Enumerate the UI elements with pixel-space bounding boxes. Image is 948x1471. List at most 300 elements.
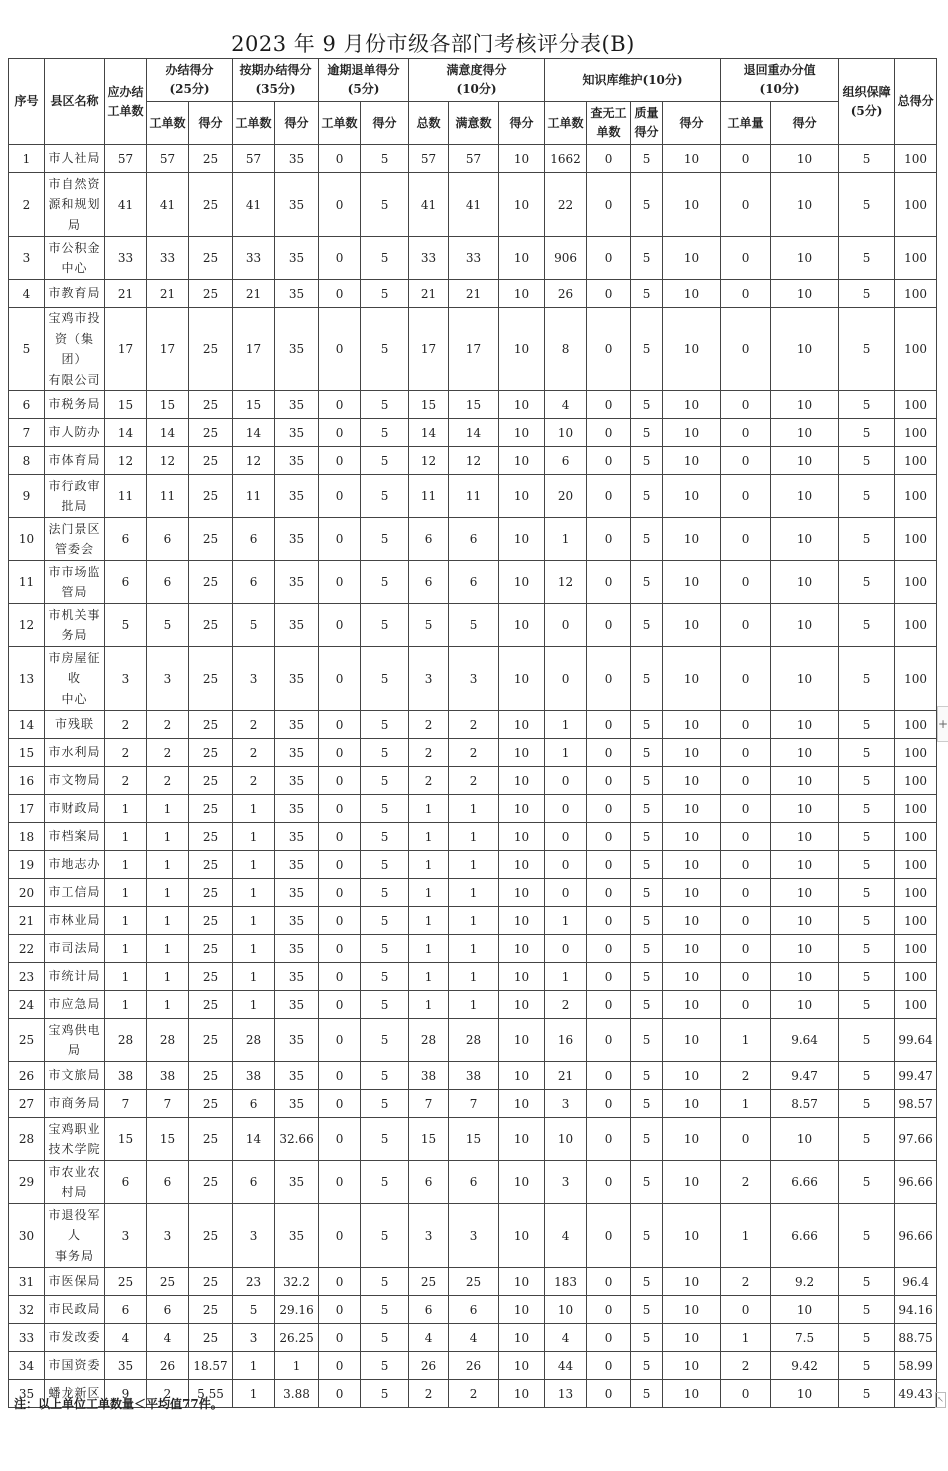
cell-sat-count: 1 [449,795,499,823]
cell-handled-score: 25 [189,739,233,767]
cell-total: 100 [895,237,937,280]
cell-ret-score: 10 [771,739,839,767]
cell-ret-count: 0 [721,391,771,419]
cell-ret-score: 10 [771,991,839,1019]
cell-ontime-score: 35 [275,991,319,1019]
cell-overdue-count: 0 [319,1324,361,1352]
cell-sat-total: 1 [409,823,449,851]
cell-handled-count: 12 [147,447,189,475]
cell-ontime-score: 35 [275,145,319,173]
table-row [9,711,937,739]
cell-ontime-score: 35 [275,935,319,963]
cell-name: 市发改委 [45,1324,105,1352]
cell-sat-count: 2 [449,1380,499,1408]
cell-name: 市退役军 人 事务局 [45,1204,105,1268]
cell-ret-count: 0 [721,280,771,308]
cell-sat-count: 38 [449,1062,499,1090]
cell-ret-count: 0 [721,145,771,173]
cell-overdue-count: 0 [319,475,361,518]
cell-kb-count: 1 [545,739,587,767]
cell-sat-count: 3 [449,1204,499,1268]
cell-org: 5 [839,823,895,851]
cell-name: 市农业农 村局 [45,1161,105,1204]
cell-handled-score: 25 [189,391,233,419]
cell-handled-score: 5.55 [189,1380,233,1408]
cell-kb-quality: 5 [631,1352,663,1380]
cell-seq: 10 [9,518,45,561]
cell-handled-count: 1 [147,963,189,991]
cell-kb-quality: 5 [631,963,663,991]
cell-org: 5 [839,1324,895,1352]
cell-ontime-count: 1 [233,795,275,823]
cell-kb-none: 0 [587,823,631,851]
cell-kb-quality: 5 [631,447,663,475]
cell-total: 88.75 [895,1324,937,1352]
resize-corner-icon[interactable]: ↖ [935,1392,946,1408]
cell-seq: 24 [9,991,45,1019]
cell-kb-count: 22 [545,173,587,237]
cell-sat-total: 6 [409,561,449,604]
cell-ret-score: 10 [771,173,839,237]
cell-seq: 14 [9,711,45,739]
cell-kb-score: 10 [663,561,721,604]
cell-sat-count: 1 [449,963,499,991]
cell-overdue-score: 5 [361,1090,409,1118]
cell-handled-score: 25 [189,795,233,823]
cell-org: 5 [839,879,895,907]
cell-ontime-score: 35 [275,173,319,237]
cell-overdue-score: 5 [361,1204,409,1268]
cell-sat-count: 1 [449,907,499,935]
cell-org: 5 [839,1118,895,1161]
cell-handled-score: 25 [189,767,233,795]
cell-overdue-count: 0 [319,647,361,711]
cell-kb-score: 10 [663,1324,721,1352]
cell-overdue-score: 5 [361,963,409,991]
cell-sat-total: 1 [409,795,449,823]
cell-handled-score: 25 [189,1161,233,1204]
cell-should: 17 [105,308,147,391]
subheader-sat-score: 得分 [499,102,545,145]
cell-should: 1 [105,879,147,907]
cell-name: 市财政局 [45,795,105,823]
cell-sat-total: 33 [409,237,449,280]
expand-button[interactable]: + [937,706,948,742]
cell-sat-total: 11 [409,475,449,518]
table-row [9,767,937,795]
cell-handled-score: 25 [189,237,233,280]
cell-org: 5 [839,280,895,308]
cell-ret-score: 10 [771,1296,839,1324]
cell-total: 100 [895,145,937,173]
cell-kb-quality: 5 [631,991,663,1019]
cell-sat-score: 10 [499,391,545,419]
cell-kb-quality: 5 [631,1019,663,1062]
table-row [9,739,937,767]
cell-overdue-count: 0 [319,1268,361,1296]
header-should: 应办结 工单数 [105,59,147,145]
cell-ret-score: 10 [771,963,839,991]
cell-kb-quality: 5 [631,419,663,447]
cell-ontime-count: 1 [233,823,275,851]
cell-kb-none: 0 [587,1090,631,1118]
cell-overdue-score: 5 [361,1380,409,1408]
cell-should: 6 [105,561,147,604]
cell-sat-count: 4 [449,1324,499,1352]
cell-kb-quality: 5 [631,391,663,419]
cell-kb-quality: 5 [631,518,663,561]
cell-handled-count: 17 [147,308,189,391]
cell-kb-none: 0 [587,237,631,280]
cell-sat-score: 10 [499,1352,545,1380]
cell-should: 1 [105,991,147,1019]
cell-sat-score: 10 [499,1118,545,1161]
cell-name: 法门景区 管委会 [45,518,105,561]
cell-sat-score: 10 [499,237,545,280]
cell-overdue-score: 5 [361,647,409,711]
table-row [9,851,937,879]
cell-handled-score: 25 [189,1268,233,1296]
cell-sat-count: 2 [449,711,499,739]
cell-total: 100 [895,935,937,963]
cell-kb-score: 10 [663,851,721,879]
cell-kb-quality: 5 [631,173,663,237]
cell-sat-total: 57 [409,145,449,173]
subheader-ontime-count: 工单数 [233,102,275,145]
cell-org: 5 [839,173,895,237]
cell-handled-score: 25 [189,711,233,739]
cell-total: 99.64 [895,1019,937,1062]
cell-total: 99.47 [895,1062,937,1090]
cell-overdue-score: 5 [361,518,409,561]
cell-total: 100 [895,711,937,739]
cell-ontime-score: 35 [275,475,319,518]
cell-total: 100 [895,173,937,237]
cell-should: 33 [105,237,147,280]
cell-ret-count: 1 [721,1324,771,1352]
cell-kb-quality: 5 [631,280,663,308]
cell-overdue-count: 0 [319,1118,361,1161]
cell-sat-total: 6 [409,1161,449,1204]
cell-seq: 7 [9,419,45,447]
cell-handled-score: 25 [189,518,233,561]
cell-handled-score: 25 [189,280,233,308]
cell-org: 5 [839,1268,895,1296]
cell-handled-score: 25 [189,823,233,851]
cell-kb-count: 4 [545,391,587,419]
cell-ret-score: 9.42 [771,1352,839,1380]
cell-kb-count: 0 [545,795,587,823]
cell-kb-score: 10 [663,879,721,907]
table-row [9,391,937,419]
cell-total: 96.66 [895,1161,937,1204]
cell-kb-none: 0 [587,991,631,1019]
cell-handled-count: 57 [147,145,189,173]
cell-name: 市体育局 [45,447,105,475]
cell-ret-count: 0 [721,447,771,475]
header-name: 县区名称 [45,59,105,145]
cell-seq: 16 [9,767,45,795]
subheader-ret-score: 得分 [771,102,839,145]
cell-seq: 23 [9,963,45,991]
cell-kb-count: 1 [545,518,587,561]
cell-kb-quality: 5 [631,604,663,647]
cell-sat-count: 15 [449,1118,499,1161]
cell-overdue-count: 0 [319,447,361,475]
cell-ret-count: 0 [721,308,771,391]
cell-total: 58.99 [895,1352,937,1380]
cell-overdue-count: 0 [319,518,361,561]
cell-sat-count: 57 [449,145,499,173]
cell-kb-count: 1 [545,963,587,991]
cell-handled-count: 26 [147,1352,189,1380]
cell-handled-count: 2 [147,1380,189,1408]
table-row [9,1118,937,1161]
cell-kb-none: 0 [587,518,631,561]
cell-kb-count: 0 [545,823,587,851]
cell-should: 2 [105,711,147,739]
cell-ret-score: 10 [771,561,839,604]
cell-overdue-score: 5 [361,1324,409,1352]
cell-ontime-score: 35 [275,447,319,475]
footnote: 注：以上单位工单数量＜平均值77件。 [14,1397,223,1411]
cell-ontime-count: 6 [233,1090,275,1118]
cell-handled-score: 25 [189,173,233,237]
cell-ontime-score: 35 [275,1090,319,1118]
cell-overdue-score: 5 [361,280,409,308]
header-knowledge: 知识库维护(10分) [545,59,721,102]
cell-sat-count: 6 [449,1296,499,1324]
cell-org: 5 [839,518,895,561]
cell-ret-count: 0 [721,963,771,991]
cell-overdue-count: 0 [319,711,361,739]
subheader-kb-score: 得分 [663,102,721,145]
cell-kb-none: 0 [587,419,631,447]
table-row [9,907,937,935]
cell-sat-score: 10 [499,851,545,879]
cell-sat-score: 10 [499,1019,545,1062]
cell-org: 5 [839,963,895,991]
cell-sat-count: 5 [449,604,499,647]
cell-should: 4 [105,1324,147,1352]
cell-overdue-score: 5 [361,561,409,604]
cell-should: 12 [105,447,147,475]
cell-sat-count: 28 [449,1019,499,1062]
cell-name: 市税务局 [45,391,105,419]
cell-overdue-score: 5 [361,419,409,447]
cell-ontime-count: 1 [233,1352,275,1380]
cell-kb-none: 0 [587,963,631,991]
cell-kb-count: 12 [545,561,587,604]
cell-handled-score: 25 [189,419,233,447]
cell-kb-quality: 5 [631,879,663,907]
cell-handled-count: 1 [147,879,189,907]
cell-kb-count: 26 [545,280,587,308]
cell-overdue-count: 0 [319,935,361,963]
cell-overdue-count: 0 [319,795,361,823]
cell-org: 5 [839,145,895,173]
cell-overdue-score: 5 [361,1118,409,1161]
cell-overdue-count: 0 [319,237,361,280]
cell-ret-score: 10 [771,1118,839,1161]
cell-kb-score: 10 [663,1268,721,1296]
cell-ontime-score: 35 [275,391,319,419]
cell-total: 96.66 [895,1204,937,1268]
cell-handled-score: 25 [189,447,233,475]
cell-ontime-score: 35 [275,851,319,879]
cell-ontime-count: 3 [233,1204,275,1268]
cell-ret-count: 0 [721,991,771,1019]
cell-kb-none: 0 [587,1268,631,1296]
table-row [9,1352,937,1380]
cell-ontime-count: 2 [233,767,275,795]
cell-handled-score: 25 [189,604,233,647]
cell-handled-score: 25 [189,1019,233,1062]
cell-ret-count: 1 [721,1090,771,1118]
cell-kb-count: 21 [545,1062,587,1090]
cell-kb-score: 10 [663,145,721,173]
cell-ret-score: 10 [771,447,839,475]
cell-handled-score: 25 [189,851,233,879]
cell-name: 市教育局 [45,280,105,308]
cell-name: 市医保局 [45,1268,105,1296]
cell-ret-count: 2 [721,1352,771,1380]
cell-org: 5 [839,1019,895,1062]
cell-kb-none: 0 [587,1296,631,1324]
table-row [9,795,937,823]
cell-ret-count: 0 [721,907,771,935]
cell-sat-count: 17 [449,308,499,391]
cell-name: 市林业局 [45,907,105,935]
cell-kb-none: 0 [587,1380,631,1408]
table-row [9,447,937,475]
cell-handled-count: 25 [147,1268,189,1296]
cell-overdue-score: 5 [361,475,409,518]
cell-handled-count: 2 [147,711,189,739]
cell-sat-score: 10 [499,879,545,907]
cell-org: 5 [839,475,895,518]
cell-kb-score: 10 [663,475,721,518]
cell-kb-none: 0 [587,391,631,419]
cell-overdue-count: 0 [319,991,361,1019]
cell-should: 15 [105,391,147,419]
cell-sat-total: 25 [409,1268,449,1296]
cell-handled-count: 21 [147,280,189,308]
cell-name: 市房屋征 收 中心 [45,647,105,711]
cell-total: 100 [895,963,937,991]
cell-sat-total: 1 [409,935,449,963]
cell-ontime-score: 3.88 [275,1380,319,1408]
cell-ontime-score: 35 [275,647,319,711]
cell-kb-score: 10 [663,767,721,795]
cell-overdue-score: 5 [361,739,409,767]
cell-kb-quality: 5 [631,1268,663,1296]
cell-sat-score: 10 [499,739,545,767]
cell-kb-score: 10 [663,419,721,447]
cell-seq: 21 [9,907,45,935]
cell-total: 100 [895,280,937,308]
cell-overdue-score: 5 [361,1296,409,1324]
cell-handled-score: 25 [189,1118,233,1161]
cell-total: 96.4 [895,1268,937,1296]
cell-ontime-count: 14 [233,419,275,447]
cell-ontime-count: 1 [233,991,275,1019]
cell-ret-count: 1 [721,1204,771,1268]
cell-sat-count: 1 [449,991,499,1019]
cell-kb-none: 0 [587,280,631,308]
cell-ontime-count: 57 [233,145,275,173]
cell-seq: 9 [9,475,45,518]
cell-handled-score: 18.57 [189,1352,233,1380]
cell-handled-score: 25 [189,907,233,935]
cell-ret-count: 0 [721,851,771,879]
cell-ret-count: 0 [721,419,771,447]
subheader-kb-quality: 质量 得分 [631,102,663,145]
cell-ontime-score: 35 [275,711,319,739]
subheader-overdue-count: 工单数 [319,102,361,145]
cell-overdue-count: 0 [319,767,361,795]
cell-total: 97.66 [895,1118,937,1161]
cell-kb-quality: 5 [631,907,663,935]
cell-ontime-count: 6 [233,1161,275,1204]
cell-total: 100 [895,475,937,518]
cell-kb-score: 10 [663,1118,721,1161]
table-row [9,647,937,711]
cell-total: 100 [895,879,937,907]
cell-ret-count: 0 [721,711,771,739]
table-row [9,237,937,280]
cell-ret-count: 0 [721,1380,771,1408]
cell-seq: 15 [9,739,45,767]
cell-sat-total: 14 [409,419,449,447]
cell-sat-total: 38 [409,1062,449,1090]
cell-kb-count: 10 [545,1296,587,1324]
cell-kb-none: 0 [587,1118,631,1161]
cell-kb-quality: 5 [631,823,663,851]
cell-org: 5 [839,647,895,711]
cell-overdue-score: 5 [361,447,409,475]
cell-kb-score: 10 [663,823,721,851]
cell-sat-total: 1 [409,907,449,935]
cell-ret-score: 10 [771,419,839,447]
cell-should: 6 [105,1296,147,1324]
cell-name: 市商务局 [45,1090,105,1118]
cell-overdue-count: 0 [319,1204,361,1268]
cell-kb-score: 10 [663,711,721,739]
cell-ret-count: 0 [721,173,771,237]
cell-kb-score: 10 [663,1019,721,1062]
cell-sat-score: 10 [499,1324,545,1352]
cell-kb-count: 0 [545,879,587,907]
table-row [9,823,937,851]
cell-name: 市人防办 [45,419,105,447]
cell-org: 5 [839,237,895,280]
cell-ontime-score: 35 [275,879,319,907]
cell-sat-score: 10 [499,173,545,237]
cell-handled-count: 6 [147,1161,189,1204]
cell-sat-score: 10 [499,308,545,391]
cell-should: 2 [105,767,147,795]
table-row [9,1204,937,1268]
cell-seq: 17 [9,795,45,823]
cell-should: 14 [105,419,147,447]
cell-ontime-score: 35 [275,280,319,308]
cell-sat-count: 11 [449,475,499,518]
cell-handled-count: 3 [147,1204,189,1268]
cell-sat-score: 10 [499,795,545,823]
cell-kb-none: 0 [587,1019,631,1062]
table-row [9,145,937,173]
